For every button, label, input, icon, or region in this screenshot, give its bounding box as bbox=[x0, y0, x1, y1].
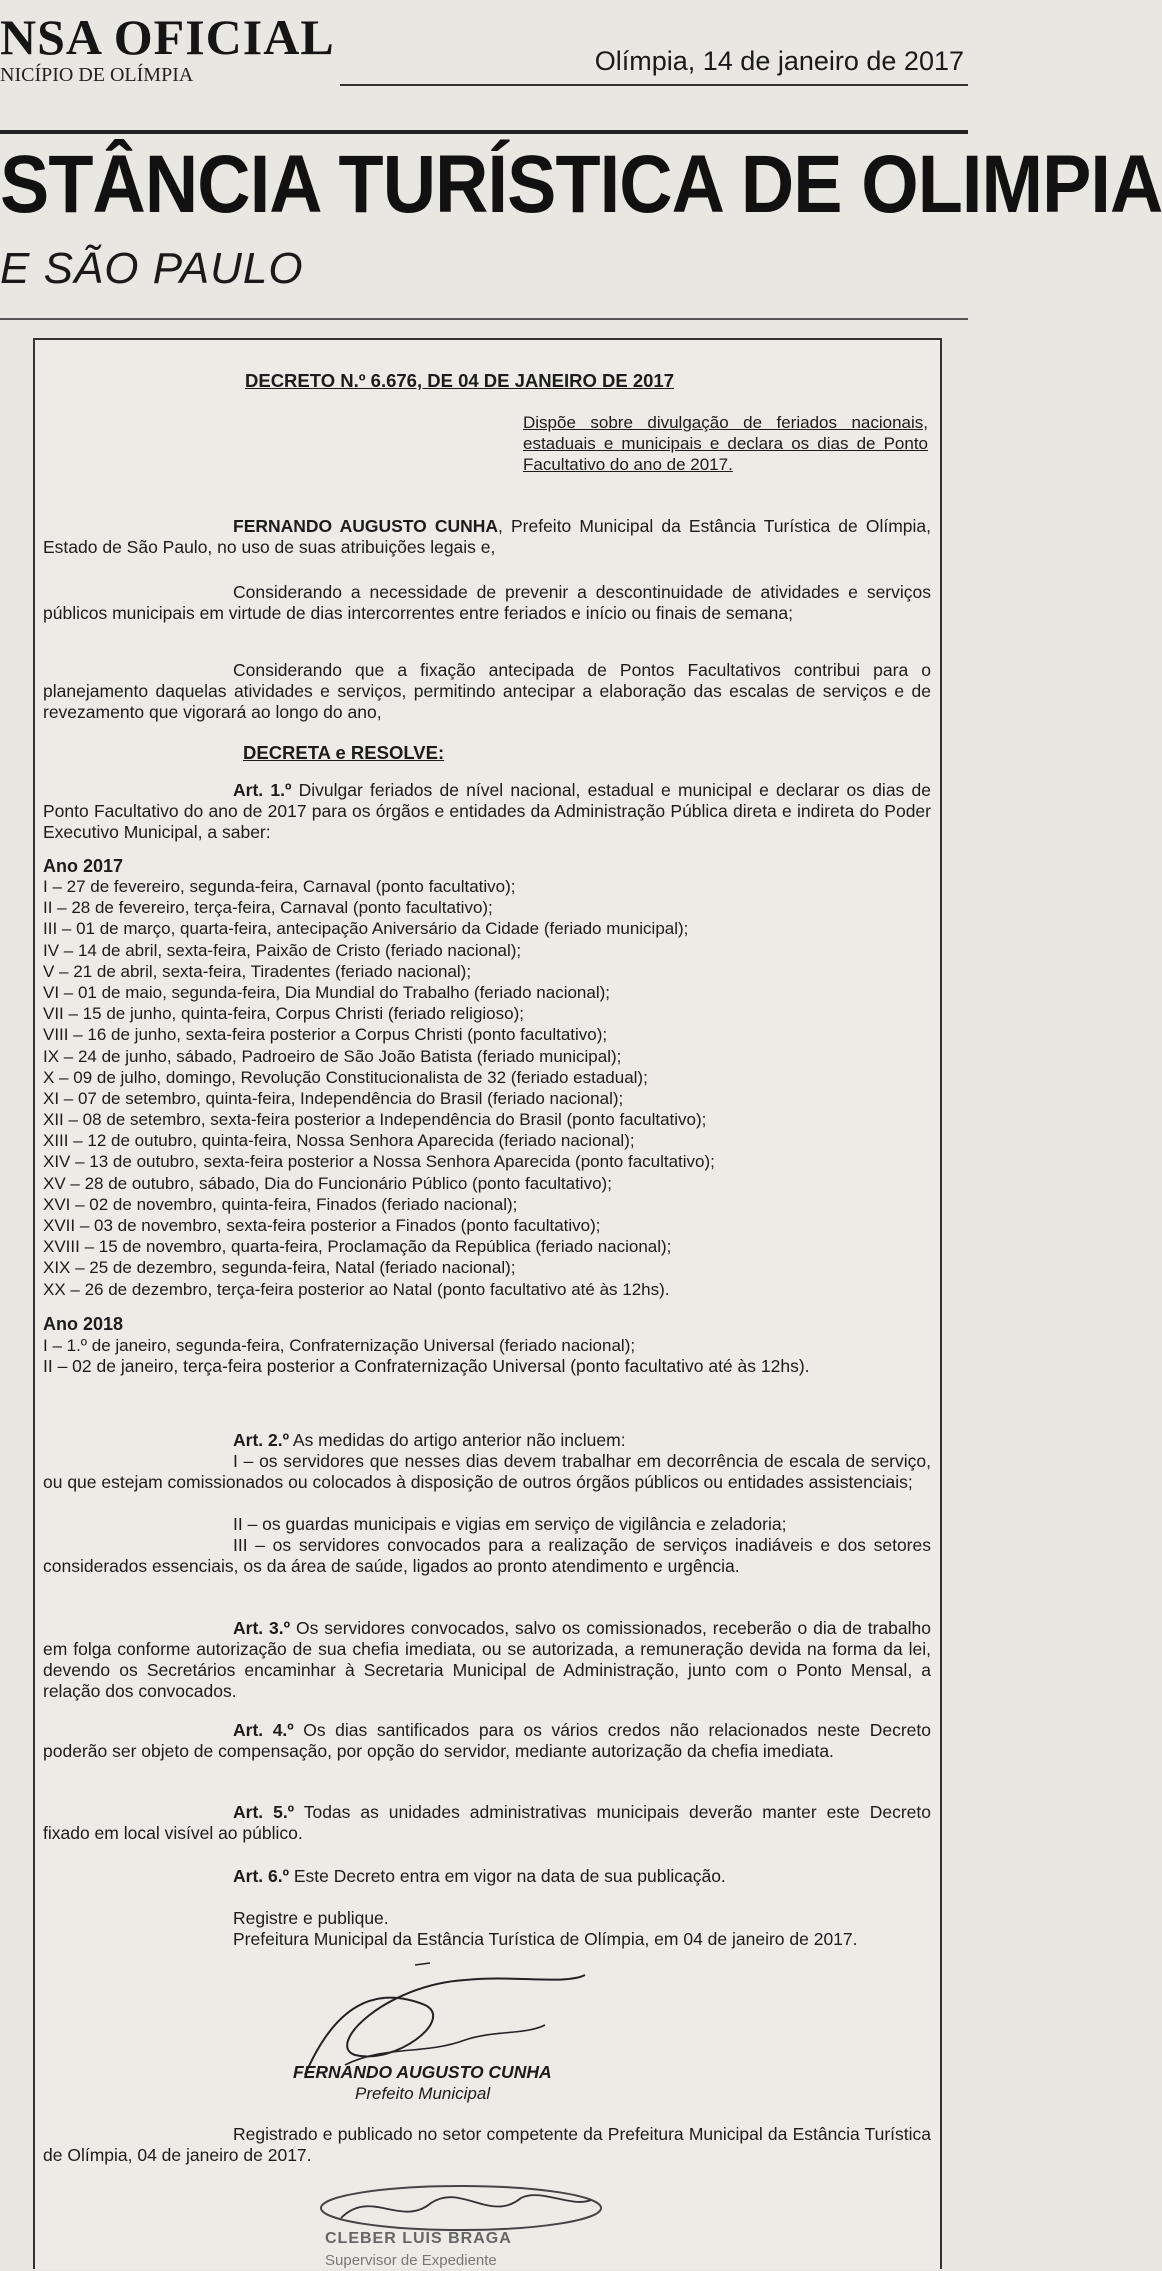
year-2017-heading: Ano 2017 bbox=[43, 856, 124, 876]
registrar-role: Supervisor de Expediente bbox=[325, 2252, 497, 2269]
article-2-item-iii: III – os servidores convocados para a realização de serviços inadiáveis e dos setores considerados essenciais, os da área de saúde, ligados ao pronto atendimento e urgência. bbox=[43, 1535, 931, 1576]
list-item: II – 28 de fevereiro, terça-feira, Carnaval (ponto facultativo); bbox=[43, 898, 493, 918]
article-5 bbox=[43, 1802, 931, 1844]
article-4 bbox=[43, 1720, 931, 1762]
article-6-text: Este Decreto entra em vigor na data de sua publicação. bbox=[289, 1866, 726, 1886]
article-3-label: Art. 3.º bbox=[233, 1618, 291, 1638]
article-3 bbox=[43, 1618, 931, 1702]
article-5-label: Art. 5.º bbox=[233, 1802, 295, 1822]
place-and-date: Prefeitura Municipal da Estância Turística de Olímpia, em 04 de janeiro de 2017. bbox=[233, 1929, 858, 1949]
signer-role: Prefeito Municipal bbox=[355, 2084, 491, 2103]
registrar-name: CLEBER LUIS BRAGA bbox=[325, 2230, 512, 2247]
list-item: XIV – 13 de outubro, sexta-feira posterior a Nossa Senhora Aparecida (ponto facultativo); bbox=[43, 1152, 715, 1172]
list-item: XIX – 25 de dezembro, segunda-feira, Natal (feriado nacional); bbox=[43, 1258, 516, 1278]
register-publish: Registre e publique. bbox=[233, 1908, 389, 1928]
decree-title: DECRETO N.º 6.676, DE 04 DE JANEIRO DE 2017 bbox=[245, 370, 674, 391]
article-2-item-i: I – os servidores que nesses dias devem trabalhar em decorrência de escala de serviço, ou que estejam comissionados ou colocados à disposição de outros órgãos públicos ou entidades assistenciais; bbox=[43, 1451, 931, 1492]
article-5-text: Todas as unidades administrativas municipais deverão manter este Decreto fixado em local visível ao público. bbox=[43, 1802, 931, 1843]
list-item: XIII – 12 de outubro, quinta-feira, Nossa Senhora Aparecida (feriado nacional); bbox=[43, 1131, 635, 1151]
article-2-text: As medidas do artigo anterior não incluem: bbox=[289, 1430, 626, 1450]
list-item: XVIII – 15 de novembro, quarta-feira, Proclamação da República (feriado nacional); bbox=[43, 1237, 672, 1257]
newspaper-name: NSA OFICIAL bbox=[0, 9, 335, 65]
list-item: III – 01 de março, quarta-feira, antecipação Aniversário da Cidade (feriado municipal); bbox=[43, 919, 689, 939]
list-item: XII – 08 de setembro, sexta-feira posterior a Independência do Brasil (ponto facultativo); bbox=[43, 1110, 707, 1130]
masthead-rule bbox=[340, 84, 968, 86]
year-2018-heading: Ano 2018 bbox=[43, 1314, 124, 1334]
list-item: VII – 15 de junho, quinta-feira, Corpus Christi (feriado religioso); bbox=[43, 1004, 524, 1024]
mayor-name: FERNANDO AUGUSTO CUNHA bbox=[233, 516, 499, 536]
list-item: XI – 07 de setembro, quinta-feira, Independência do Brasil (feriado nacional); bbox=[43, 1088, 624, 1108]
list-item: XV – 28 de outubro, sábado, Dia do Funcionário Público (ponto facultativo); bbox=[43, 1173, 612, 1193]
intro-text: , Prefeito Municipal da Estância Turística de Olímpia, Estado de São Paulo, no uso de suas atribuições legais e, bbox=[43, 516, 931, 557]
list-item: VI – 01 de maio, segunda-feira, Dia Mundial do Trabalho (feriado nacional); bbox=[43, 982, 611, 1002]
article-6 bbox=[43, 1866, 931, 1887]
list-item: I – 1.º de janeiro, segunda-feira, Confraternização Universal (feriado nacional); bbox=[43, 1336, 636, 1355]
article-2-label: Art. 2.º bbox=[233, 1430, 289, 1450]
signer-name: FERNANDO AUGUSTO CUNHA bbox=[293, 2062, 552, 2082]
banner-state: E SÃO PAULO bbox=[0, 244, 304, 293]
banner-bottom-rule bbox=[0, 318, 968, 320]
banner-rule bbox=[0, 130, 968, 134]
article-3-text: Os servidores convocados, salvo os comissionados, receberão o dia de trabalho em folga conforme autorização de sua chefia imediata, ou se autorizada, a remuneração devida na forma da lei, devendo os Secretários encaminhar à Secretaria Municipal de Administração, junto com o Ponto Mensal, a relação dos convocados. bbox=[43, 1618, 931, 1701]
consideration-1: Considerando a necessidade de prevenir a descontinuidade de atividades e serviços públicos municipais em virtude de dias intercorrentes entre feriados e início ou finais de semana; bbox=[43, 582, 931, 623]
banner-title: STÂNCIA TURÍSTICA DE OLIMPIA bbox=[0, 139, 1162, 230]
article-4-label: Art. 4.º bbox=[233, 1720, 294, 1740]
article-1 bbox=[43, 780, 931, 843]
list-item: IV – 14 de abril, sexta-feira, Paixão de Cristo (feriado nacional); bbox=[43, 940, 522, 960]
article-6-label: Art. 6.º bbox=[233, 1866, 289, 1886]
decree-resolve-heading: DECRETA e RESOLVE: bbox=[243, 742, 445, 763]
list-item: XVI – 02 de novembro, quinta-feira, Finados (feriado nacional); bbox=[43, 1194, 518, 1214]
list-item: VIII – 16 de junho, sexta-feira posterior a Corpus Christi (ponto facultativo); bbox=[43, 1025, 608, 1045]
edition-date: Olímpia, 14 de janeiro de 2017 bbox=[594, 46, 964, 76]
article-2 bbox=[43, 1430, 931, 1451]
article-4-text: Os dias santificados para os vários credos não relacionados neste Decreto poderão ser objeto de compensação, por opção do servidor, mediante autorização da chefia imediata. bbox=[43, 1720, 931, 1761]
newspaper-masthead bbox=[0, 0, 968, 140]
list-item: X – 09 de julho, domingo, Revolução Constitucionalista de 32 (feriado estadual); bbox=[43, 1067, 648, 1087]
list-item: XX – 26 de dezembro, terça-feira posterior ao Natal (ponto facultativo até às 12hs). bbox=[43, 1279, 670, 1299]
list-item: V – 21 de abril, sexta-feira, Tiradentes (feriado nacional); bbox=[43, 961, 472, 981]
holiday-list-2017 bbox=[43, 876, 933, 1300]
list-item: I – 27 de fevereiro, segunda-feira, Carnaval (ponto facultativo); bbox=[43, 877, 516, 896]
registration-note: Registrado e publicado no setor competente da Prefeitura Municipal da Estância Turística de Olímpia, 04 de janeiro de 2017. bbox=[43, 2124, 931, 2165]
decree-box bbox=[33, 338, 942, 2269]
list-item: XVII – 03 de novembro, sexta-feira posterior a Finados (ponto facultativo); bbox=[43, 1216, 601, 1235]
article-1-text: Divulgar feriados de nível nacional, estadual e municipal e declarar os dias de Ponto Facultativo do ano de 2017 para os órgãos e entidades da Administração Pública direta e indireta do Poder Executivo Municipal, a saber: bbox=[43, 780, 931, 842]
consideration-2: Considerando que a fixação antecipada de Pontos Facultativos contribui para o planejamento daquelas atividades e serviços, permitindo antecipar a elaboração das escalas de serviços e de revezamento que vigorará ao longo do ano, bbox=[43, 660, 931, 722]
newspaper-subtitle: NICÍPIO DE OLÍMPIA bbox=[0, 64, 194, 86]
intro-paragraph bbox=[43, 516, 931, 558]
list-item: IX – 24 de junho, sábado, Padroeiro de São João Batista (feriado municipal); bbox=[43, 1046, 622, 1066]
list-item: II – 02 de janeiro, terça-feira posterior a Confraternização Universal (ponto facultativo até às 12hs). bbox=[43, 1356, 810, 1376]
article-2-item-ii: II – os guardas municipais e vigias em serviço de vigilância e zeladoria; bbox=[233, 1514, 787, 1534]
article-1-label: Art. 1.º bbox=[233, 780, 292, 800]
decree-summary: Dispõe sobre divulgação de feriados nacionais, estaduais e municipais e declara os dias de Ponto Facultativo do ano de 2017. bbox=[523, 413, 928, 474]
holiday-list-2018 bbox=[43, 1335, 933, 1356]
